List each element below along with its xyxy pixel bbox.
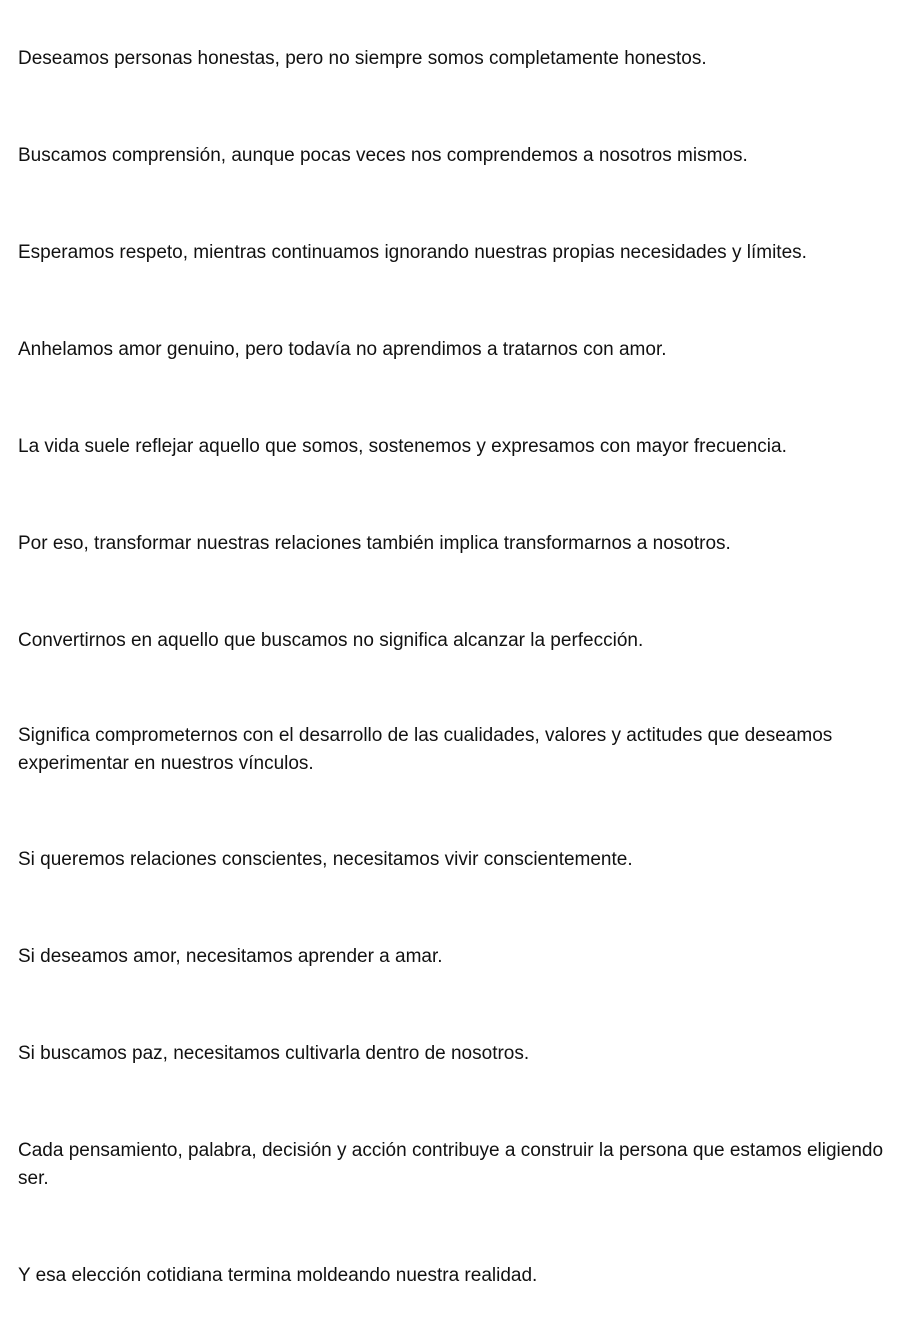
paragraph-3: Esperamos respeto, mientras continuamos ignorando nuestras propias necesidades y límites. [18,242,807,263]
paragraph-4: Anhelamos amor genuino, pero todavía no aprendimos a tratarnos con amor. [18,339,667,360]
paragraph-9: Si queremos relaciones conscientes, necesitamos vivir conscientemente. [18,849,633,870]
paragraph-11: Si buscamos paz, necesitamos cultivarla dentro de nosotros. [18,1043,530,1064]
paragraph-2: Buscamos comprensión, aunque pocas veces nos comprendemos a nosotros mismos. [18,145,748,166]
paragraph-13: Y esa elección cotidiana termina moldeando nuestra realidad. [18,1265,538,1286]
paragraph-6: Por eso, transformar nuestras relaciones también implica transformarnos a nosotros. [18,533,731,554]
paragraph-10: Si deseamos amor, necesitamos aprender a amar. [18,946,443,967]
paragraph-7: Convertirnos en aquello que buscamos no significa alcanzar la perfección. [18,630,644,651]
paragraph-5: La vida suele reflejar aquello que somos, sostenemos y expresamos con mayor frecuencia. [18,436,787,457]
paragraph-1: Deseamos personas honestas, pero no siempre somos completamente honestos. [18,48,707,69]
paragraph-8: Significa comprometernos con el desarrollo de las cualidades, valores y actitudes que deseamos experimentar en nuestros vínculos. [18,725,833,774]
paragraph-12: Cada pensamiento, palabra, decisión y acción contribuye a construir la persona que estamos eligiendo ser. [18,1140,884,1189]
